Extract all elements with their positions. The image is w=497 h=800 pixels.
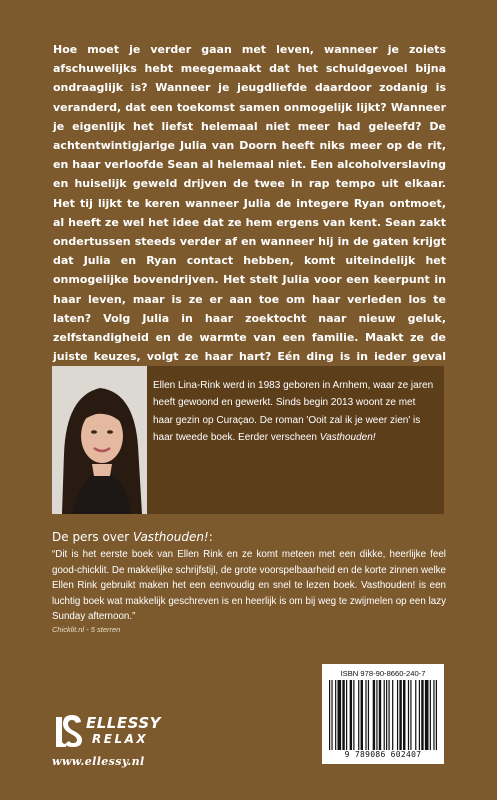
author-photo [52, 366, 147, 514]
barcode-bar [361, 680, 363, 750]
author-bio-book-title: Vasthouden! [319, 432, 376, 444]
publisher-name: ELLESSY [86, 714, 162, 732]
press-quote: “Dit is het eerste boek van Ellen Rink en ze komt meteen met een dikke, heerlijke feel good-chicklit. De makkelijke schrijfstijl, de grote voorspelbaarheid en de korte zinnen welke Ellen Rink gebruikt maken het een eenvoudig en snel te lezen boek. Vasthouden! is een luchtig boek wat makkelijk geschreven is en heerlijk is om bij weg te zwijmelen op een lazy Sunday afternoon.” [52, 549, 446, 623]
barcode-bar [392, 680, 393, 750]
barcode-bar [329, 680, 330, 750]
barcode-bar [379, 680, 381, 750]
barcode-bar [403, 680, 405, 750]
author-box [52, 366, 444, 514]
author-bio [153, 377, 435, 447]
author-portrait-image [52, 366, 147, 514]
press-heading [52, 530, 213, 544]
author-bio-text: Ellen Lina-Rink werd in 1983 geboren in Arnhem, waar ze jaren heeft gewoond en gewerkt. Sinds begin 2013 woont ze met haar gezin op Curaçao. De roman 'Ooit zal ik je weer zien' is haar tweede boek. Eerder verscheen [153, 380, 434, 444]
press-heading-prefix: De pers over [52, 530, 134, 544]
publisher-logo [52, 712, 182, 752]
barcode-bar [415, 680, 416, 750]
barcode-bar [399, 680, 401, 750]
barcode-bar [368, 680, 369, 750]
isbn-label: ISBN 978-90-8660-240-7 [340, 669, 426, 678]
barcode-bar [335, 680, 336, 750]
barcode-bar [433, 680, 434, 750]
barcode-bar [410, 680, 411, 750]
barcode-bar [353, 680, 354, 750]
press-source: Chicklit.nl - 5 sterren [52, 625, 121, 634]
barcode-bar [397, 680, 398, 750]
publisher-website: www.ellessy.nl [52, 755, 145, 768]
press-heading-title: Vasthouden! [133, 530, 209, 544]
barcode-image [329, 680, 437, 750]
barcode-bar [331, 680, 332, 750]
ellessy-logo-icon [52, 714, 84, 748]
barcode-bar [376, 680, 377, 750]
barcode-bar [388, 680, 389, 750]
publisher-imprint: RELAX [92, 732, 149, 746]
press-heading-suffix: : [208, 530, 213, 544]
back-cover-blurb: Hoe moet je verder gaan met leven, wanneer je zoiets afschuwelijks hebt meegemaakt dat het schuldgevoel bijna ondraaglijk is? Wanneer je jeugdliefde daardoor zodanig is veranderd, dat een toekomst samen onmogelijk lijkt? Wanneer je eigenlijk het liefst helemaal niet meer had geleefd? De achtentwintigjarige Julia van Doorn heeft niks meer op de rit, en haar verloofde Sean al helemaal niet. Een alcoholverslaving en huiselijk geweld drijven de twee in rap tempo uit elkaar. Het tij lijkt te keren wanneer Julia de integere Ryan ontmoet, al heeft ze wel het idee dat ze hem ergens van kent. Sean zakt ondertussen steeds verder af en wanneer hij in de gaten krijgt dat Julia en Ryan contact hebben, komt uiteindelijk het onmogelijke bovendrijven. Het stelt Julia voor een keerpunt in haar leven, maar is ze er aan toe om haar verleden los te laten? Volg Julia in haar zoektocht naar nieuw geluk, zelfstandigheid en de warmte van een familie. Maakt ze de juiste keuzes, volgt ze haar hart? Eén ding is in ieder geval [53, 43, 446, 364]
barcode-bar [425, 680, 429, 750]
barcode-bar [408, 680, 409, 750]
barcode-bar [342, 680, 344, 750]
barcode-bar [337, 680, 341, 750]
barcode-bar [436, 680, 437, 750]
barcode-bar [346, 680, 347, 750]
barcode-bar [373, 680, 375, 750]
barcode-box [322, 664, 444, 764]
barcode-bar [384, 680, 385, 750]
barcode-digits: 9 789086 602407 [344, 750, 422, 759]
barcode-bar [419, 680, 420, 750]
barcode-bar [358, 680, 359, 750]
barcode-bar [350, 680, 352, 750]
barcode-bar [421, 680, 423, 750]
barcode-bar [386, 680, 387, 750]
barcode-bar [365, 680, 366, 750]
barcode-bar [430, 680, 431, 750]
